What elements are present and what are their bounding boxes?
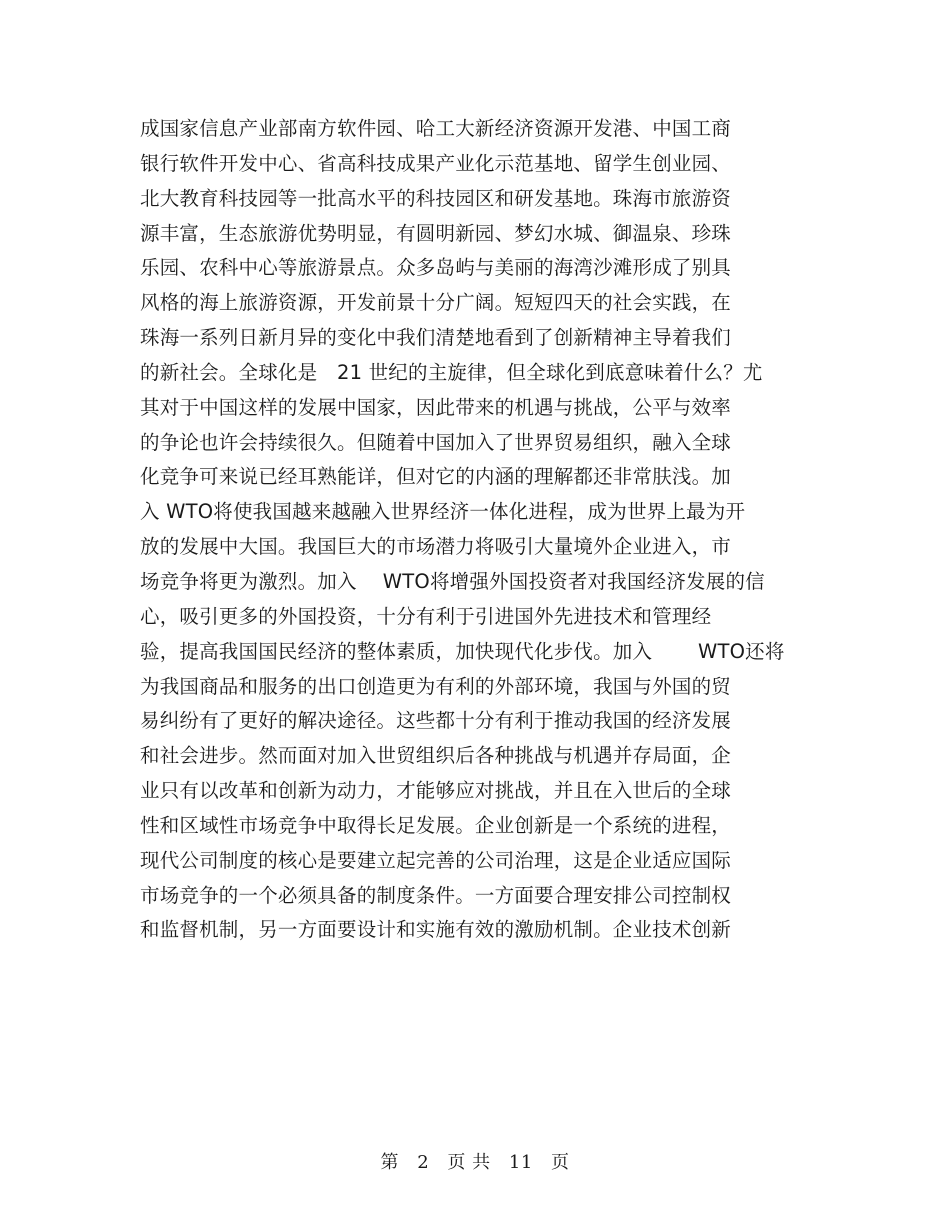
text-line: 验，提高我国国民经济的整体素质，加快现代化步伐。加入 WTO还将 [140, 639, 785, 663]
text-line: 珠海一系列日新月异的变化中我们清楚地看到了创新精神主导着我们 [140, 326, 732, 350]
text-line: 性和区域性市场竞争中取得长足发展。企业创新是一个系统的进程， [140, 813, 732, 837]
text-line: 放的发展中大国。我国巨大的市场潜力将吸引大量境外企业进入，市 [140, 535, 732, 559]
text-line: 源丰富，生态旅游优势明显，有圆明新园、梦幻水城、御温泉、珍珠 [140, 221, 732, 245]
text-line: 场竞争将更为激烈。加入 WTO将增强外国投资者对我国经济发展的信 [140, 569, 765, 593]
body-text [140, 112, 820, 948]
text-line: 心，吸引更多的外国投资，十分有利于引进国外先进技术和管理经 [140, 604, 712, 628]
text-line: 和监督机制，另一方面要设计和实施有效的激励机制。企业技术创新 [140, 918, 732, 942]
text-line: 和社会进步。然而面对加入世贸组织后各种挑战与机遇并存局面，企 [140, 744, 732, 768]
text-line: 其对于中国这样的发展中国家，因此带来的机遇与挑战，公平与效率 [140, 395, 732, 419]
page-footer [0, 1148, 950, 1174]
text-line: 市场竞争的一个必须具备的制度条件。一方面要合理安排公司控制权 [140, 883, 732, 907]
footer-suffix: 页 [551, 1152, 570, 1173]
footer-mid: 页 共 [447, 1152, 491, 1173]
text-line: 业只有以改革和创新为动力，才能够应对挑战，并且在入世后的全球 [140, 779, 732, 803]
text-line: 乐园、农科中心等旅游景点。众多岛屿与美丽的海湾沙滩形成了别具 [140, 256, 732, 280]
text-line: 易纠纷有了更好的解决途径。这些都十分有利于推动我国的经济发展 [140, 709, 732, 733]
text-line: 的新社会。全球化是 21 世纪的主旋律，但全球化到底意味着什么？尤 [140, 360, 763, 384]
footer-prefix: 第 [380, 1152, 399, 1173]
text-line: 成国家信息产业部南方软件园、哈工大新经济资源开发港、中国工商 [140, 117, 732, 140]
text-line: 为我国商品和服务的出口创造更为有利的外部环境，我国与外国的贸 [140, 674, 732, 698]
total-page-count: 11 [508, 1152, 533, 1173]
text-line: 的争论也许会持续很久。但随着中国加入了世界贸易组织，融入全球 [140, 430, 732, 454]
text-line: 银行软件开发中心、省高科技成果产业化示范基地、留学生创业园、 [140, 151, 732, 175]
text-line: 北大教育科技园等一批高水平的科技园区和研发基地。珠海市旅游资 [140, 186, 732, 210]
text-line: 入 WTO将使我国越来越融入世界经济一体化进程，成为世界上最为开 [140, 500, 746, 524]
text-line: 化竞争可来说已经耳熟能详，但对它的内涵的理解都还非常肤浅。加 [140, 465, 732, 489]
text-line: 风格的海上旅游资源，开发前景十分广阔。短短四天的社会实践，在 [140, 291, 732, 315]
current-page-number: 2 [417, 1152, 430, 1173]
text-line: 现代公司制度的核心是要建立起完善的公司治理，这是企业适应国际 [140, 848, 732, 872]
